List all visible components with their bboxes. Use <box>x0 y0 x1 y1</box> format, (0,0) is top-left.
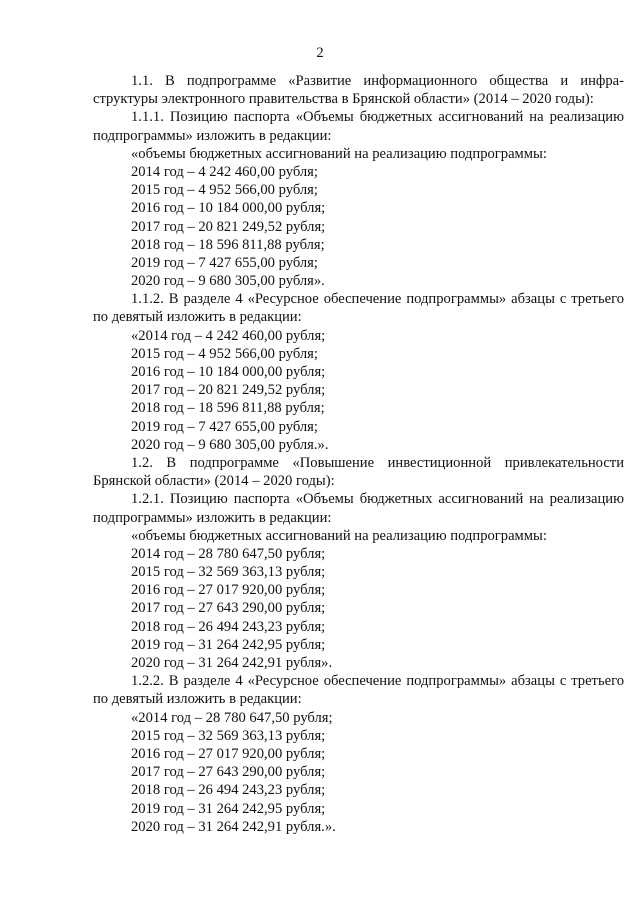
text-line: 1.2. В подпрограмме «Повышение инвестиционной привлекательности <box>131 454 624 471</box>
text-line: структуры электронного правительства в Брянской области» (2014 – 2020 годы): <box>93 91 594 108</box>
document-body <box>93 72 624 836</box>
page-number: 2 <box>316 45 324 61</box>
text-line: 2019 год – 7 427 655,00 рубля; <box>131 254 318 271</box>
text-line: 2017 год – 27 643 290,00 рубля; <box>131 764 326 781</box>
text-line: «2014 год – 28 780 647,50 рубля; <box>131 709 333 726</box>
text-line: 2020 год – 31 264 242,91 рубля». <box>131 655 333 671</box>
text-line: 2016 год – 10 184 000,00 рубля; <box>131 364 326 380</box>
text-line: по девятый изложить в редакции: <box>93 309 302 326</box>
text-line: 2016 год – 10 184 000,00 рубля; <box>131 200 326 217</box>
text-line: 2018 год – 18 596 811,88 рубля; <box>131 400 325 417</box>
text-line: 2018 год – 26 494 243,23 рубля; <box>131 782 326 799</box>
text-line: 2015 год – 4 952 566,00 рубля; <box>131 345 318 362</box>
text-line: 2020 год – 9 680 305,00 рубля.». <box>131 436 329 453</box>
text-line: Брянской области» (2014 – 2020 годы): <box>93 473 335 490</box>
text-line: 2015 год – 4 952 566,00 рубля; <box>131 182 318 199</box>
text-line: 1.2.1. Позицию паспорта «Объемы бюджетных ассигнований на реализацию <box>131 491 624 508</box>
text-line: «объемы бюджетных ассигнований на реализацию подпрограммы: <box>131 145 547 162</box>
text-line: 2020 год – 9 680 305,00 рубля». <box>131 273 325 290</box>
text-line: 1.1.1. Позицию паспорта «Объемы бюджетных ассигнований на реализацию <box>131 109 624 126</box>
text-line: по девятый изложить в редакции: <box>93 691 302 708</box>
text-line: 2017 год – 20 821 249,52 рубля; <box>131 218 326 235</box>
text-line: 2016 год – 27 017 920,00 рубля; <box>131 582 326 599</box>
text-line: 2014 год – 28 780 647,50 рубля; <box>131 545 326 562</box>
text-line: 2015 год – 32 569 363,13 рубля; <box>131 727 326 744</box>
text-line: 2018 год – 18 596 811,88 рубля; <box>131 236 325 253</box>
text-line: 1.1.2. В разделе 4 «Ресурсное обеспечение подпрограммы» абзацы с третьего <box>131 291 624 308</box>
text-line: подпрограммы» изложить в редакции: <box>93 127 332 144</box>
text-line: «объемы бюджетных ассигнований на реализацию подпрограммы: <box>131 527 547 544</box>
text-line: 2019 год – 31 264 242,95 рубля; <box>131 800 326 817</box>
text-line: 2019 год – 7 427 655,00 рубля; <box>131 418 318 435</box>
text-line: 1.1. В подпрограмме «Развитие информационного общества и инфра- <box>131 73 624 89</box>
text-line: 2017 год – 27 643 290,00 рубля; <box>131 600 326 617</box>
text-line: 2015 год – 32 569 363,13 рубля; <box>131 564 326 581</box>
text-line: 2019 год – 31 264 242,95 рубля; <box>131 636 326 653</box>
text-line: подпрограммы» изложить в редакции: <box>93 509 332 526</box>
text-line: 2020 год – 31 264 242,91 рубля.». <box>131 818 336 835</box>
text-line: 1.2.2. В разделе 4 «Ресурсное обеспечение подпрограммы» абзацы с третьего <box>131 673 624 690</box>
text-line: 2017 год – 20 821 249,52 рубля; <box>131 382 326 399</box>
text-line: 2018 год – 26 494 243,23 рубля; <box>131 618 326 635</box>
text-line: 2016 год – 27 017 920,00 рубля; <box>131 745 326 762</box>
text-line: 2014 год – 4 242 460,00 рубля; <box>131 163 318 180</box>
text-line: «2014 год – 4 242 460,00 рубля; <box>131 327 326 344</box>
